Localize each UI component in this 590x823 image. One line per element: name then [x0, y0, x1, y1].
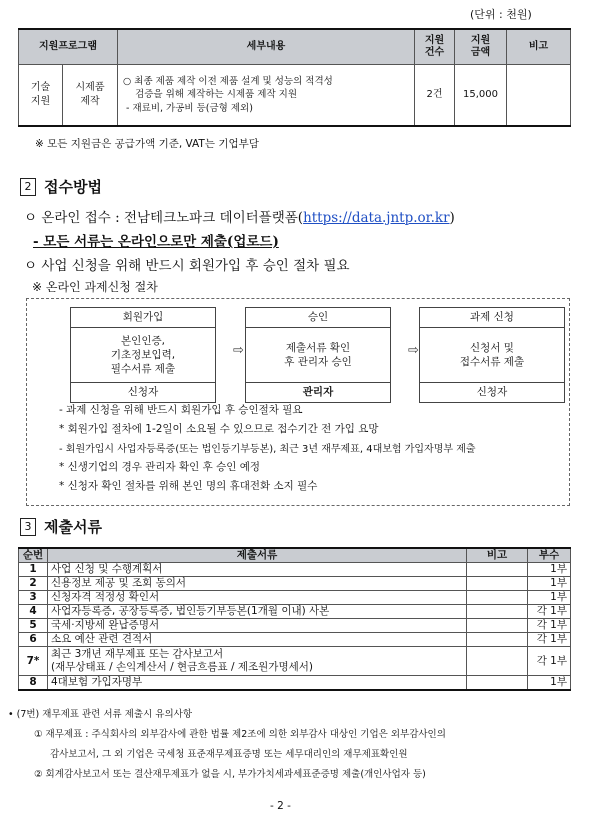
vat-note: ※ 모든 지원금은 공급가액 기준, VAT는 기업부담	[35, 138, 259, 150]
unit-label: (단위 : 천원)	[470, 8, 532, 21]
procedure-note: * 신청자 확인 절차를 위해 본인 명의 휴대전화 소지 필수	[59, 480, 318, 492]
table-row: 4 사업자등록증, 공장등록증, 법인등기부등본(1개월 이내) 사본 각 1부	[19, 605, 571, 619]
arrow-icon: ⇨	[233, 343, 244, 358]
online-only-note: - 모든 서류는 온라인으로만 제출(업로드)	[33, 234, 279, 250]
header-remarks: 비고	[467, 548, 528, 563]
procedure-note: - 과제 신청을 위해 반드시 회원가입 후 승인절차 필요	[59, 404, 303, 416]
header-program: 지원프로그램	[19, 29, 118, 65]
footnote-item: ① 재무제표 : 주식회사의 외부감사에 관한 법률 제2조에 의한 외부감사 대상인 기업은 외부감사인의	[34, 729, 446, 740]
section-2-heading	[20, 176, 102, 197]
header-copies: 부수	[528, 548, 571, 563]
header-no: 순번	[19, 548, 48, 563]
table-row: 1 사업 신청 및 수행계획서 1부	[19, 563, 571, 577]
table-row: 8 4대보험 가입자명부 1부	[19, 676, 571, 691]
page-number: - 2 -	[270, 800, 291, 812]
cell-detail: ○ 최종 제품 제작 이전 제품 설계 및 성능의 적격성 검증을 위해 제작하는 시제품 제작 지원 - 재료비, 가공비 등(금형 제외)	[118, 65, 415, 127]
documents-table	[18, 547, 571, 691]
procedure-note: - 회원가입시 사업자등록증(또는 법인등기부등본), 최근 3년 재무제표, 4대보험 가입자명부 제출	[59, 444, 476, 455]
data-platform-link[interactable]: https://data.jntp.or.kr	[303, 210, 450, 226]
footnote-heading: • (7번) 재무제표 관련 서류 제출시 유의사항	[8, 709, 193, 720]
header-detail: 세부내용	[118, 29, 415, 65]
table-row: 2 신용정보 제공 및 조회 동의서 1부	[19, 577, 571, 591]
section-title: 제출서류	[44, 518, 102, 536]
step-register: 회원가입 본인인증, 기초정보입력, 필수서류 제출 신청자	[70, 307, 216, 403]
arrow-icon: ⇨	[408, 343, 419, 358]
cell-amount: 15,000	[455, 65, 507, 127]
section-title: 접수방법	[44, 178, 102, 196]
step-apply: 과제 신청 신청서 및 접수서류 제출 신청자	[419, 307, 565, 403]
section-number-box: 2	[20, 178, 36, 196]
header-count: 지원 건수	[415, 29, 455, 65]
membership-required-line: ㅇ 사업 신청을 위해 반드시 회원가입 후 승인 절차 필요	[24, 258, 350, 274]
procedure-box	[26, 298, 570, 506]
support-table	[18, 28, 571, 127]
footnote-item: 감사보고서, 그 외 기업은 국세청 표준재무제표증명 또는 세무대리인의 재무제표확인원	[50, 749, 408, 760]
support-row	[19, 65, 571, 127]
header-remarks: 비고	[507, 29, 571, 65]
cell-count: 2건	[415, 65, 455, 127]
table-row: 6 소요 예산 관련 견적서 각 1부	[19, 633, 571, 647]
procedure-note: * 신생기업의 경우 관리자 확인 후 승인 예정	[59, 461, 261, 473]
procedure-caption: ※ 온라인 과제신청 절차	[32, 280, 158, 294]
table-row: 3 신청자격 적정성 확인서 1부	[19, 591, 571, 605]
header-amount: 지원 금액	[455, 29, 507, 65]
cell-program: 시제품 제작	[63, 65, 118, 127]
section-number-box: 3	[20, 518, 36, 536]
header-document: 제출서류	[48, 548, 467, 563]
cell-remarks	[507, 65, 571, 127]
procedure-note: * 회원가입 절차에 1-2일이 소요될 수 있으므로 접수기간 전 가입 요망	[59, 423, 379, 435]
table-row: 5 국세·지방세 완납증명서 각 1부	[19, 619, 571, 633]
step-approval: 승인 제출서류 확인 후 관리자 승인 관리자	[245, 307, 391, 403]
online-submission-line: ㅇ 온라인 접수 : 전남테크노파크 데이터플랫폼(https://data.jntp.or.kr)	[24, 210, 455, 226]
table-row: 7* 최근 3개년 재무제표 또는 감사보고서 (재무상태표 / 손익계산서 / 현금흐름표 / 제조원가명세서) 각 1부	[19, 647, 571, 676]
footnote-item: ② 회계감사보고서 또는 결산재무제표가 없을 시, 부가가치세과세표준증명 제출(개인사업자 등)	[34, 769, 426, 780]
cell-category: 기술 지원	[19, 65, 63, 127]
section-3-heading	[20, 516, 102, 537]
